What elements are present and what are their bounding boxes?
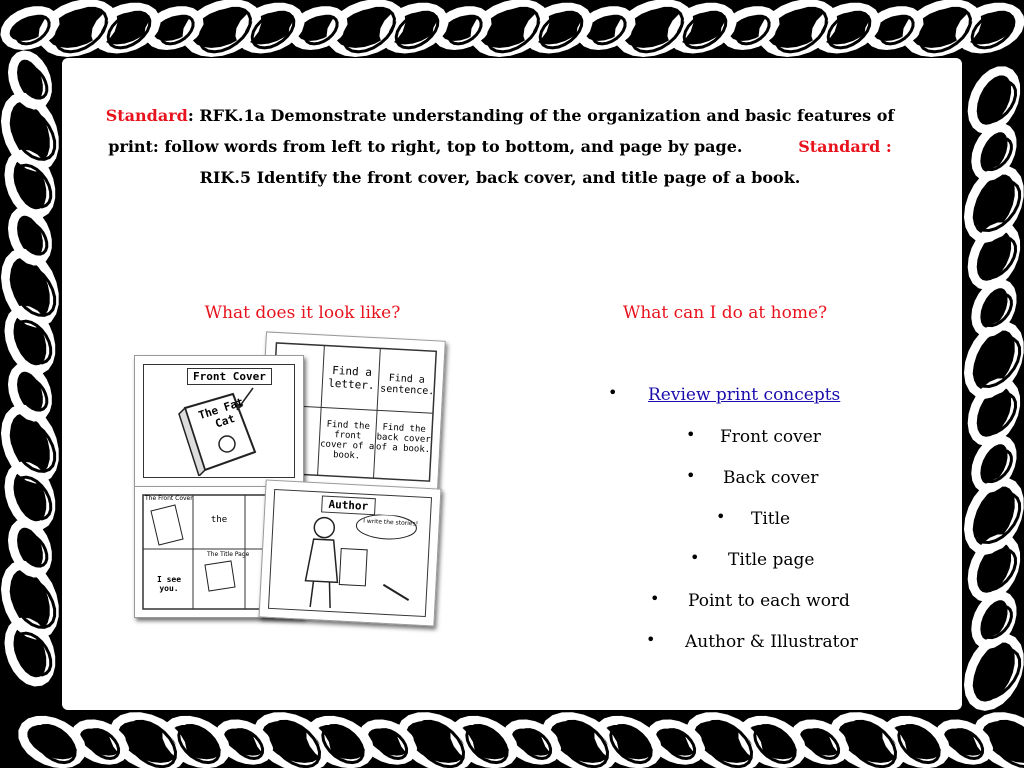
list-item: Front cover — [720, 427, 821, 447]
mini-front-cover-label: The Front Cover — [145, 495, 193, 502]
right-heading: What can I do at home? — [622, 303, 828, 323]
word-card-the: the — [210, 515, 228, 525]
left-heading: What does it look like? — [204, 303, 401, 323]
list-item: Point to each word — [688, 591, 850, 611]
find-letter-card: Find a letter. — [327, 363, 375, 393]
list-item: Back cover — [723, 468, 819, 488]
list-item: Author & Illustrator — [685, 632, 858, 652]
find-front-cover-card: Find the front cover of a book. — [319, 419, 375, 462]
list-item: Title — [751, 509, 791, 529]
review-print-concepts-link[interactable]: Review print concepts — [648, 385, 841, 405]
front-cover-title: Front Cover — [187, 368, 272, 385]
list-bullet: • — [716, 507, 726, 526]
standard-label-2: Standard : — [798, 137, 892, 156]
list-bullet: • — [646, 630, 656, 649]
list-bullet: • — [686, 425, 696, 444]
list-bullet: • — [650, 589, 660, 608]
list-bullet: • — [690, 548, 700, 567]
list-bullet: • — [686, 466, 696, 485]
find-back-cover-card: Find the back cover of a book. — [375, 422, 431, 456]
author-speech-bubble: I write the stories! — [363, 517, 419, 528]
author-sheet — [259, 479, 442, 626]
i-see-you-card: I see you. — [156, 575, 182, 593]
standard-label-1: Standard — [105, 106, 188, 125]
list-item: Title page — [728, 550, 815, 570]
author-title: Author — [321, 495, 376, 515]
mini-title-page-label: The Title Page — [207, 551, 250, 558]
standards-text — [100, 100, 900, 193]
standard-text-1: : RFK.1a Demonstrate understanding of the organization and basic features of print: follow words from left to right, top to bottom, and page by page. — [108, 106, 895, 156]
find-sentence-card: Find a sentence. — [379, 372, 435, 398]
standard-text-2: RIK.5 Identify the front cover, back cover, and title page of a book. — [199, 168, 801, 187]
front-cover-sheet — [134, 355, 304, 487]
list-bullet: • — [608, 383, 618, 402]
book-icon — [175, 386, 265, 476]
book-title: The Fat Cat — [196, 395, 246, 431]
